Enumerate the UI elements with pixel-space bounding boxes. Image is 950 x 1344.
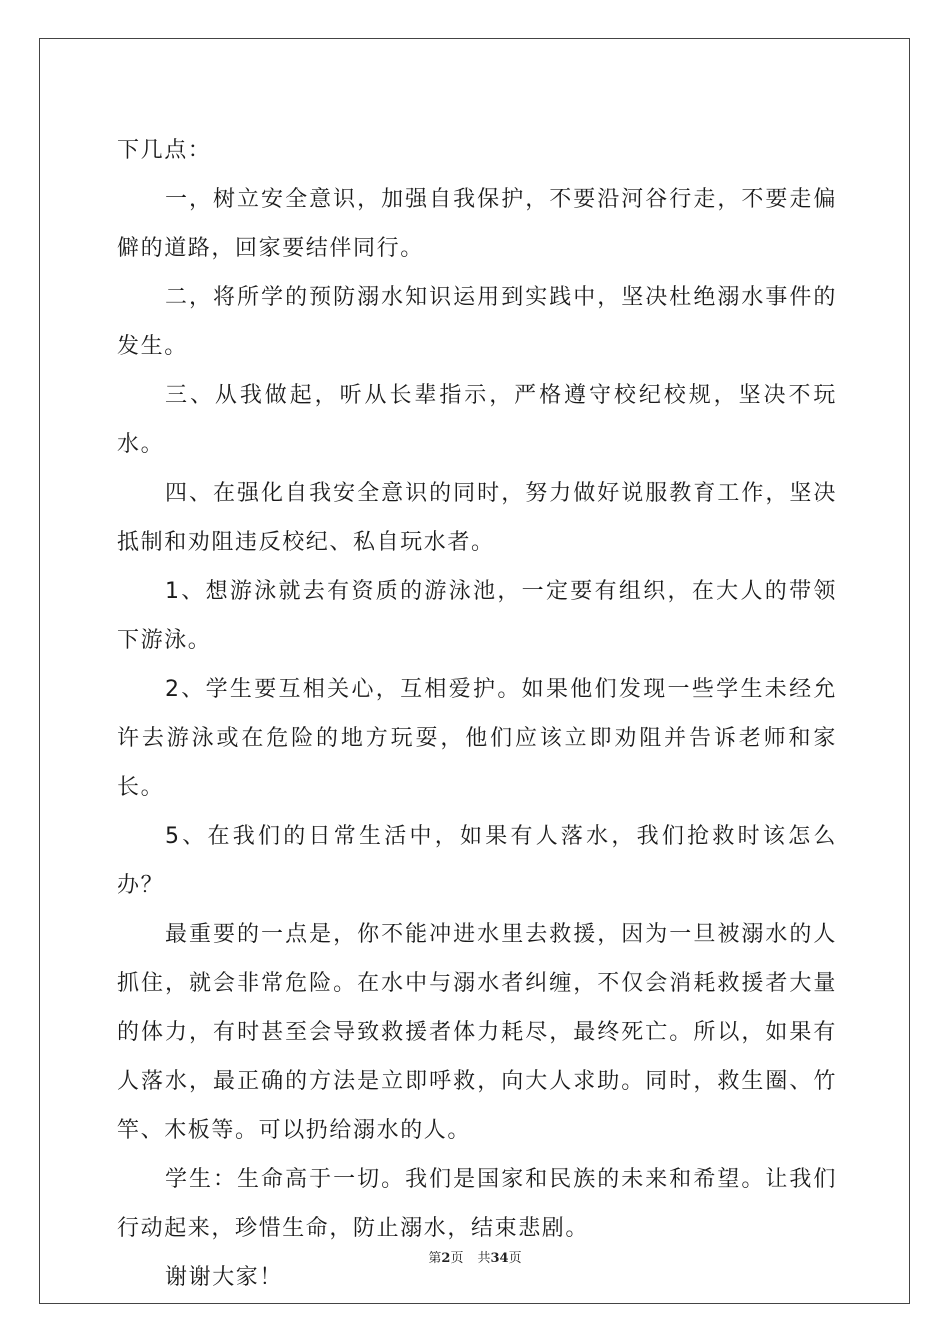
paragraph-rescue-advice: 最重要的一点是，你不能冲进水里去救援，因为一旦被溺水的人抓住，就会非常危险。在水中与溺水者纠缠，不仅会消耗救援者大量的体力，有时甚至会导致救援者体力耗尽，最终死亡。所以，如果有人落水，最正确的方法是立即呼救，向大人求助。同时，救生圈、竹竿、木板等。可以扔给溺水的人。 [117,922,837,1143]
paragraph-tip-5: 5、在我们的日常生活中，如果有人落水，我们抢救时该怎么办？ [117,824,837,898]
page-footer [0,1247,950,1266]
paragraph-point-3: 三、从我做起，听从长辈指示，严格遵守校纪校规，坚决不玩水。 [117,383,837,457]
paragraph-point-4: 四、在强化自我安全意识的同时，努力做好说服教育工作，坚决抵制和劝阻违反校纪、私自玩水者。 [117,481,837,555]
total-suffix: 页 [508,1251,522,1266]
page-prefix: 第 [428,1251,442,1266]
paragraph-thanks: 谢谢大家！ [165,1265,284,1290]
paragraph-continuation: 下几点： [117,138,212,163]
paragraph-point-1: 一，树立安全意识，加强自我保护，不要沿河谷行走，不要走偏僻的道路，回家要结伴同行。 [117,187,837,261]
paragraph-conclusion: 学生：生命高于一切。我们是国家和民族的未来和希望。让我们行动起来，珍惜生命，防止溺水，结束悲剧。 [117,1167,837,1241]
paragraph-point-2: 二，将所学的预防溺水知识运用到实践中，坚决杜绝溺水事件的发生。 [117,285,837,359]
paragraph-tip-2: 2、学生要互相关心，互相爱护。如果他们发现一些学生未经允许去游泳或在危险的地方玩耍，他们应该立即劝阻并告诉老师和家长。 [117,677,837,800]
document-body [117,126,837,1302]
page-suffix: 页 [450,1251,464,1266]
total-page-number: 34 [490,1251,509,1266]
paragraph-tip-1: 1、想游泳就去有资质的游泳池，一定要有组织，在大人的带领下游泳。 [117,579,837,653]
current-page-number: 2 [441,1251,451,1266]
total-prefix: 共 [477,1251,491,1266]
